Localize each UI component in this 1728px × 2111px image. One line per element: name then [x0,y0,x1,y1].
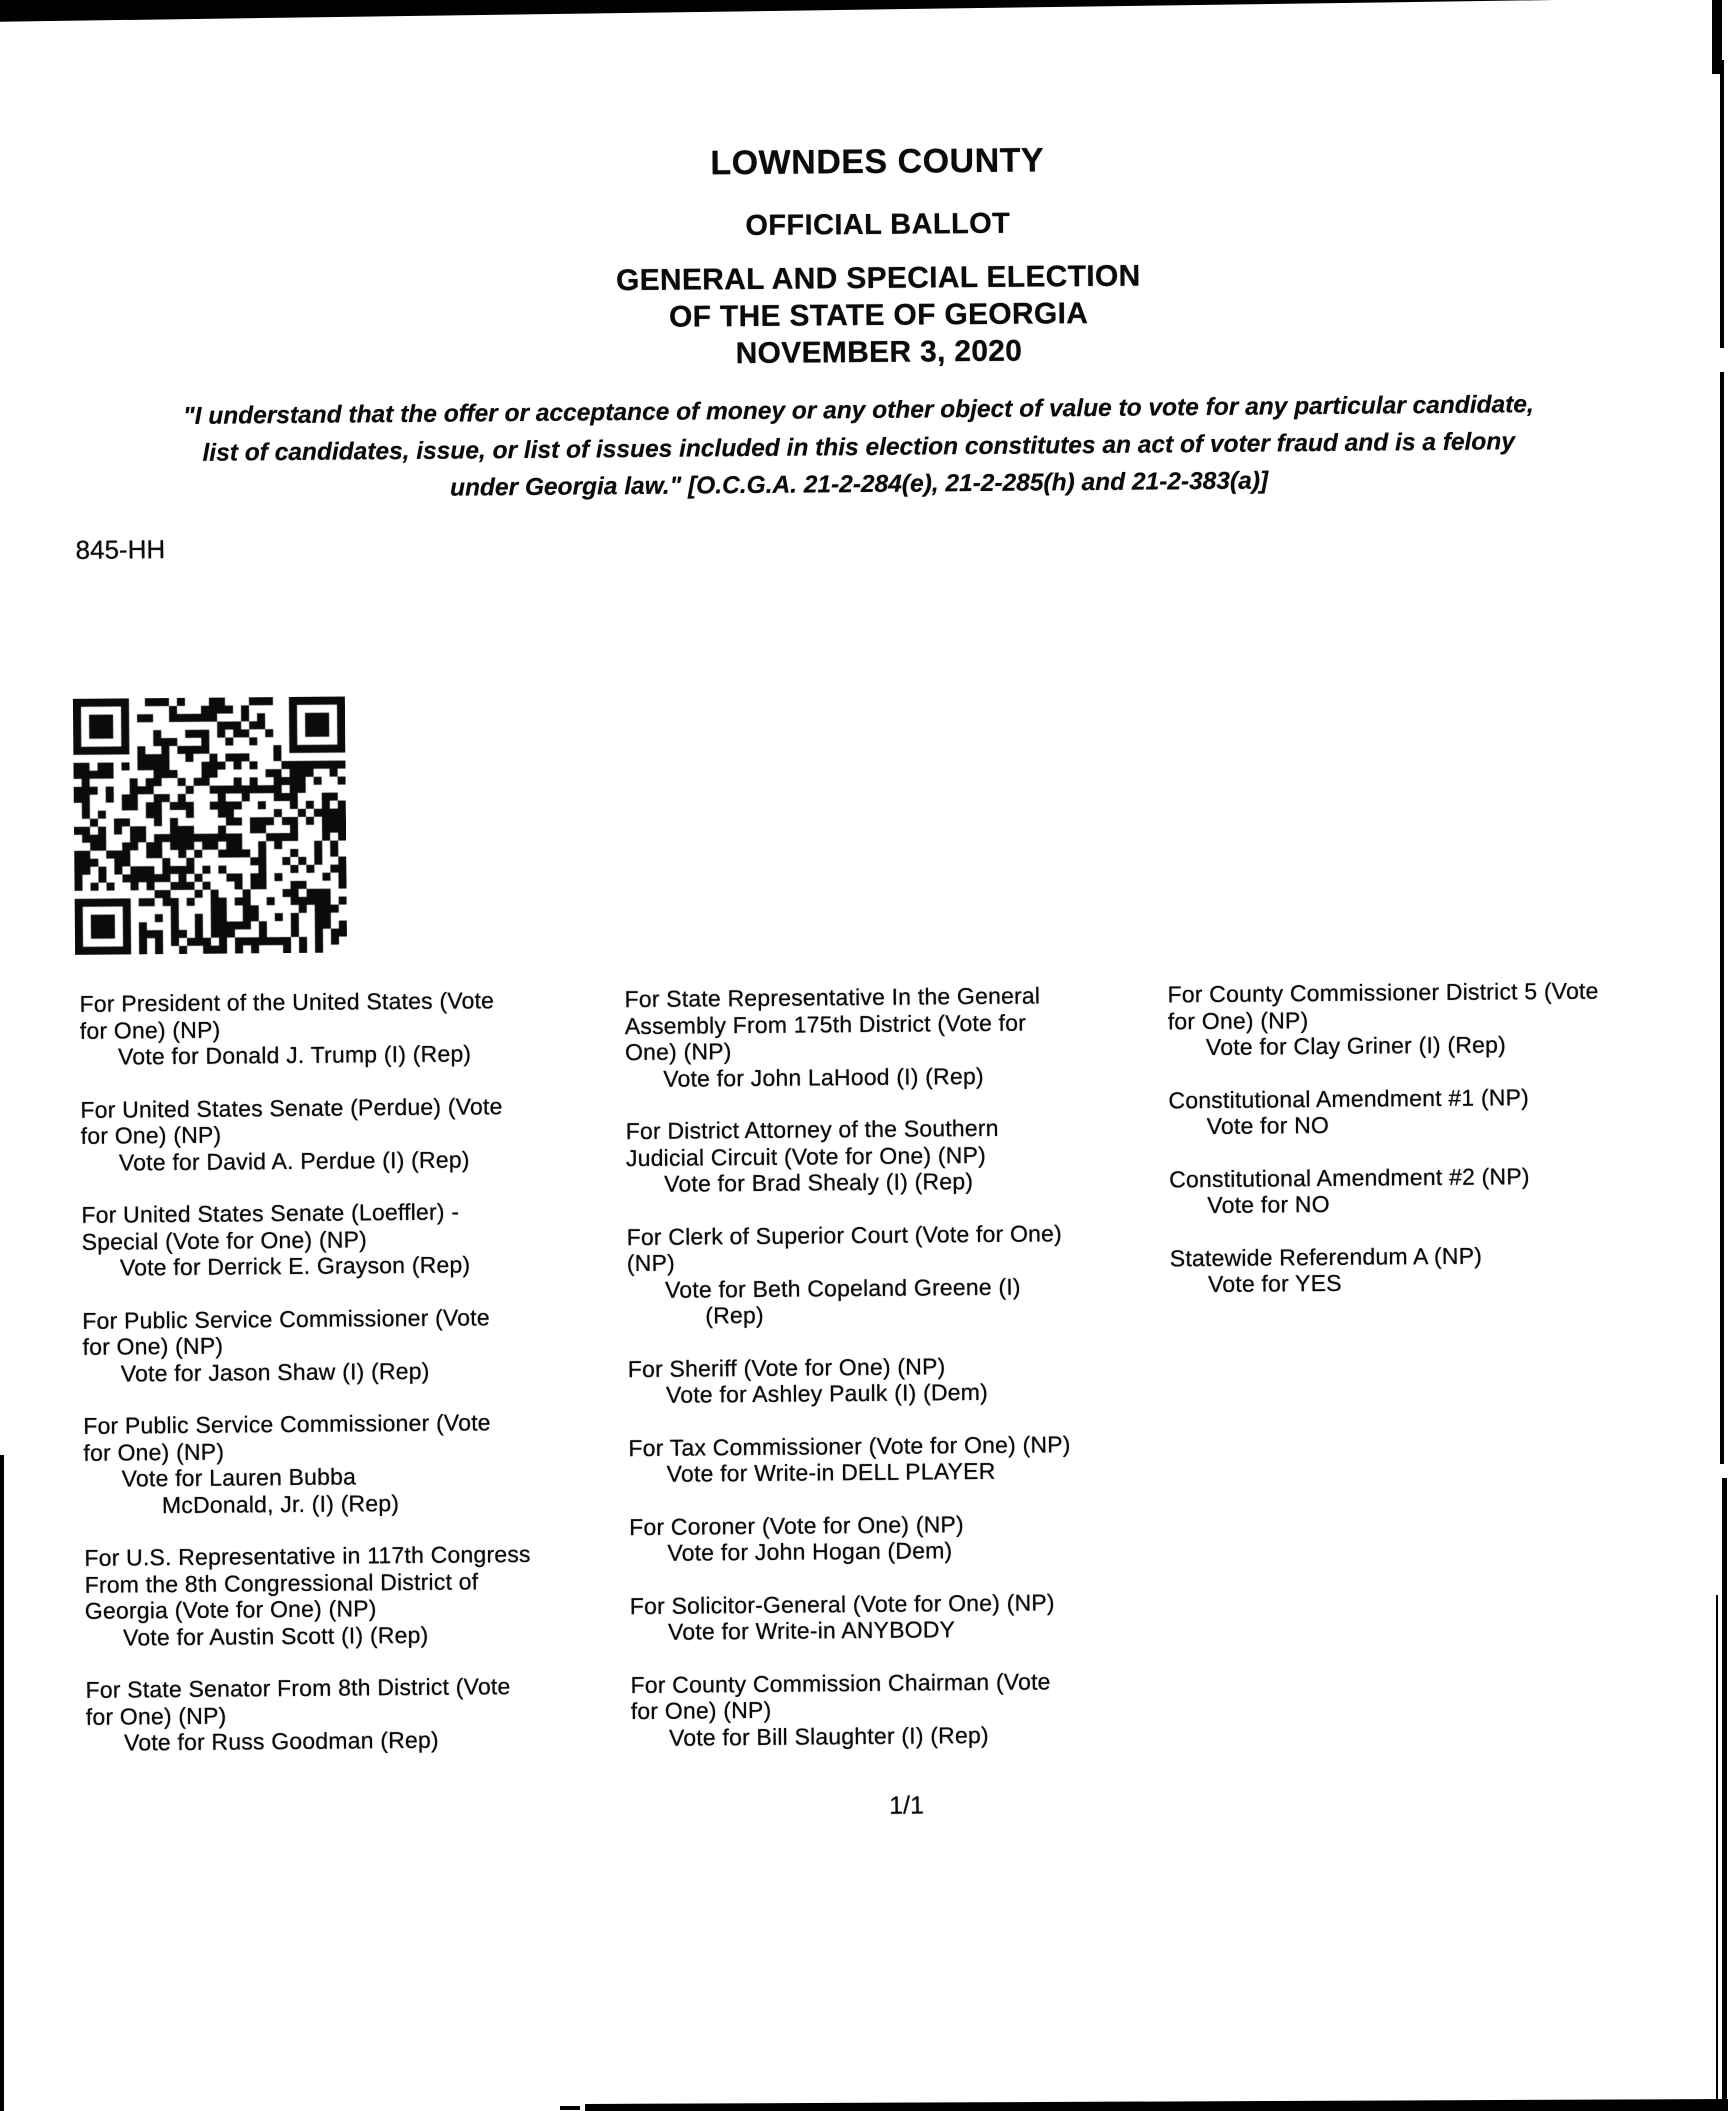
scan-artifact-right-edge [1720,372,1724,1464]
contest-title: For County Commissioner District 5 (Vote for One) (NP) [1167,977,1599,1034]
ballot-header [12,134,1728,378]
contest-block [80,1092,626,1176]
contest-selection: Vote for Beth Copeland Greene (I) (Rep) [664,1273,1021,1329]
contest-selection: Vote for John LaHood (I) (Rep) [663,1062,984,1092]
contest-title: For Tax Commissioner (Vote for One) (NP) [628,1430,1071,1461]
contest-selection: Vote for Bill Slaughter (I) (Rep) [668,1721,989,1751]
contest-block [79,986,625,1070]
contest-title: Constitutional Amendment #1 (NP) [1168,1083,1530,1113]
page-indicator: 1/1 [889,1791,925,1820]
scan-artifact-bottom-edge [560,2106,580,2110]
contest-block [630,1588,1175,1646]
contest-selection: Vote for Donald J. Trump (I) (Rep) [117,1040,472,1070]
county-title: LOWNDES COUNTY [710,141,1045,183]
contest-title: For Clerk of Superior Court (Vote for One) (NP) [626,1219,1063,1277]
election-name-line2: OF THE STATE OF GEORGIA [668,297,1089,334]
ballot-style-code: 845-HH [75,534,166,565]
contest-selection: Vote for Clay Griner (I) (Rep) [1205,1031,1507,1061]
contest-selection: Vote for Lauren Bubba McDonald, Jr. (I) (Rep) [121,1463,400,1518]
contest-title: For United States Senate (Loeffler) - Special (Vote for One) (NP) [81,1198,460,1255]
contest-selection: Vote for YES [1207,1269,1342,1298]
contest-block [1167,977,1718,1061]
contest-title: Statewide Referendum A (NP) [1169,1242,1483,1271]
contest-title: For United States Senate (Perdue) (Vote for One) (NP) [80,1092,503,1149]
contest-title: For County Commission Chairman (Vote for One) (NP) [630,1667,1051,1725]
contest-selection: Vote for Brad Shealy (I) (Rep) [664,1168,974,1197]
contest-column-3 [1167,977,1720,1324]
contest-selection: Vote for Russ Goodman (Rep) [123,1726,439,1756]
contest-block [1169,1161,1719,1219]
contest-block [629,1509,1174,1567]
scan-artifact-right-edge [1722,1478,1727,2111]
contest-selection: Vote for Jason Shaw (I) (Rep) [120,1357,430,1386]
qr-code [73,697,347,955]
contest-title: For State Representative In the General Assembly From 175th District (Vote for One) (NP) [624,982,1041,1066]
contest-column-1 [79,986,631,1782]
election-name-line1: GENERAL AND SPECIAL ELECTION [615,259,1141,298]
contest-block [1170,1240,1720,1298]
contest-title: For Public Service Commissioner (Vote for One) (NP) [82,1303,490,1360]
contest-selection: Vote for David A. Perdue (I) (Rep) [118,1145,470,1176]
contest-title: Constitutional Amendment #2 (NP) [1169,1162,1530,1192]
contest-block [626,1113,1172,1197]
contest-selection: Vote for John Hogan (Dem) [667,1537,953,1566]
contest-block [628,1430,1173,1488]
contest-block [627,1219,1173,1330]
scan-artifact-right-edge [1720,60,1724,348]
contest-selection: Vote for NO [1206,1111,1330,1140]
contest-title: For Sheriff (Vote for One) (NP) [627,1352,946,1382]
contest-block [628,1351,1173,1409]
ballot-type-title: OFFICIAL BALLOT [745,207,1011,243]
contest-selection: Vote for Write-in DELL PLAYER [666,1457,996,1487]
contest-block [83,1408,629,1519]
contest-title: For Coroner (Vote for One) (NP) [629,1510,964,1540]
contest-selection: Vote for Derrick E. Grayson (Rep) [119,1251,471,1281]
contest-selection: Vote for Austin Scott (I) (Rep) [122,1621,429,1650]
contest-selection: Vote for Ashley Paulk (I) (Dem) [665,1378,989,1408]
contest-block [85,1672,631,1756]
contest-column-2 [624,981,1176,1777]
contest-block [81,1197,627,1281]
voter-fraud-notice: "I understand that the offer or acceptance of money or any other object of value to vote for any particular candidate, list of candidates, issue, or list of issues included in this election constitutes an act of voter fraud and is a felony under Georgia law." [O.C.G.A. 21-2-284(e), 21-2-285(h) and 21-2-383(a)] [182,391,1534,502]
contest-block [1168,1082,1718,1140]
contest-block [82,1303,628,1387]
contest-title: For Solicitor-General (Vote for One) (NP) [629,1588,1055,1619]
contest-selection: Vote for Write-in ANYBODY [667,1616,956,1645]
contest-title: For Public Service Commissioner (Vote for One) (NP) [83,1409,491,1466]
contest-block [624,981,1170,1092]
contest-title: For State Senator From 8th District (Vote for One) (NP) [85,1673,511,1730]
scan-artifact-right-edge [1716,1595,1718,2111]
election-date: NOVEMBER 3, 2020 [735,334,1023,371]
contest-block [84,1540,630,1651]
contest-block [630,1667,1176,1751]
contest-title: For U.S. Representative in 117th Congress From the 8th Congressional District of Georgia (Vote for One) (NP) [84,1540,531,1624]
contest-title: For President of the United States (Vote for One) (NP) [79,987,495,1044]
scan-artifact-left-edge [0,1455,4,2111]
contest-title: For District Attorney of the Southern Judicial Circuit (Vote for One) (NP) [625,1114,999,1171]
contest-selection: Vote for NO [1207,1190,1330,1219]
